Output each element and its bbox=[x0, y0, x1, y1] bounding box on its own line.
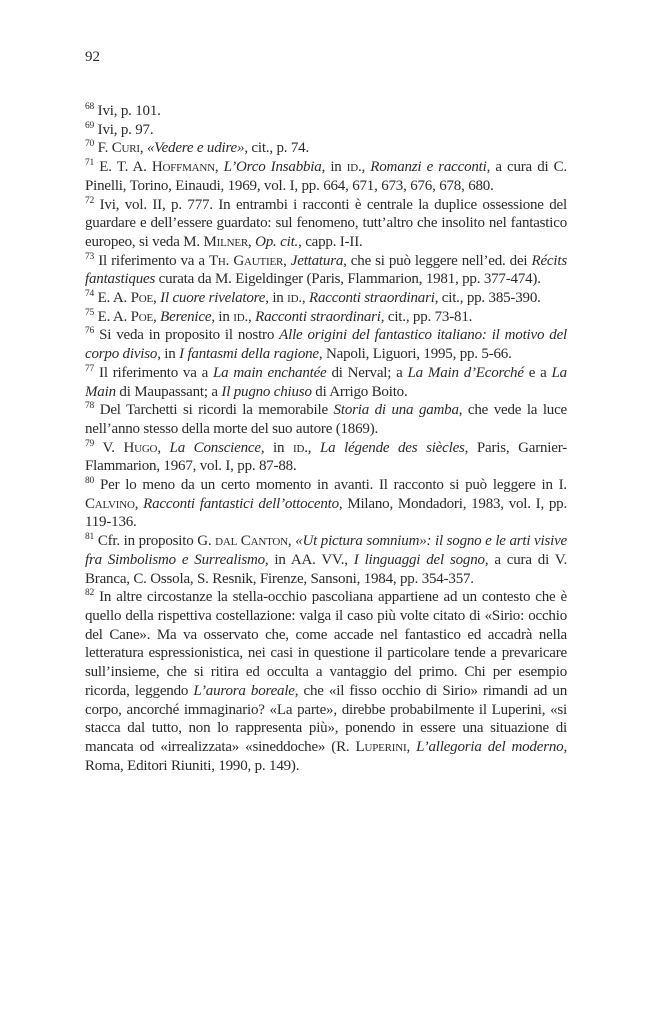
footnote-text-segment: E. T. A. bbox=[99, 159, 152, 176]
footnote-text-segment: Ivi, p. 101. bbox=[97, 103, 161, 119]
footnote-75 bbox=[85, 308, 567, 327]
footnote-text-segment: , bbox=[248, 233, 256, 250]
footnote-text-segment: , Paris, Garnier-Flammarion, 1967, vol. I, pp. 87-88. bbox=[85, 439, 568, 475]
footnote-text-segment: , bbox=[283, 252, 291, 269]
footnote-text-segment: In altre circostanze la stella-occhio pascoliana appartiene ad un contesto che è quello della rispettiva costellazione: valga il caso più volte citato di «Sirio: occhio del Cane». Ma va osservato che, come accade nel fantastico ed accadrà nella letteratura espressionistica, nei casi in questione il particolare tende a prevaricare sull’insieme, che si ritira ed occulta a vantaggio del primo. Chi per esempio ricorda, leggendo bbox=[85, 589, 567, 699]
footnote-text-segment: ., bbox=[298, 290, 310, 307]
footnote-number: 81 bbox=[85, 532, 95, 543]
footnote-text-segment: La Main d’Ecorché bbox=[407, 364, 524, 381]
footnote-text-segment: di Arrigo Boito. bbox=[311, 383, 408, 400]
footnote-text-segment: Alle origini del fantastico italiano: il motivo del corpo diviso bbox=[85, 327, 567, 363]
footnote-text-segment: , bbox=[153, 290, 161, 307]
footnote-text-segment: , in bbox=[260, 439, 293, 456]
footnote-text-segment: , che si può leggere nell’ed. dei bbox=[343, 252, 532, 269]
footnote-text-segment: Hoffmann bbox=[151, 159, 215, 176]
footnote-text-segment: , Roma, Editori Riuniti, 1990, p. 149). bbox=[85, 738, 567, 774]
footnote-77 bbox=[85, 364, 567, 401]
footnote-text-segment: La main enchantée bbox=[213, 364, 327, 381]
footnote-text-segment: F. bbox=[97, 140, 112, 157]
footnote-text-segment: I fantasmi della ragione bbox=[179, 346, 319, 363]
footnote-text-segment: , a cura di V. Branca, C. Ossola, S. Resnik, Firenze, Sansoni, 1984, pp. 354-357. bbox=[85, 551, 567, 587]
footnote-text-segment: , capp. I-II. bbox=[298, 233, 363, 250]
footnote-text-segment: id bbox=[346, 159, 358, 176]
footnote-text-segment: Ivi, p. 97. bbox=[97, 121, 154, 138]
footnote-78 bbox=[85, 401, 567, 438]
footnote-text-segment: Curi bbox=[111, 140, 140, 157]
footnote-number: 74 bbox=[85, 289, 95, 300]
footnote-number: 76 bbox=[85, 326, 95, 337]
footnote-number: 82 bbox=[85, 588, 95, 599]
footnote-text-segment: I linguaggi del sogno bbox=[353, 551, 485, 568]
footnote-text-segment: , Milano, Mondadori, 1983, vol. I, pp. 119-136. bbox=[85, 495, 567, 531]
footnote-text-segment: ., bbox=[304, 439, 320, 456]
footnote-text-segment: Op. cit. bbox=[255, 233, 299, 250]
footnote-text-segment: ., bbox=[244, 308, 256, 325]
footnote-number: 77 bbox=[85, 363, 95, 374]
footnote-text-segment: Si veda in proposito il nostro bbox=[99, 327, 280, 344]
footnote-text-segment: Milner bbox=[203, 233, 248, 250]
footnote-71 bbox=[85, 158, 567, 195]
footnote-text-segment: «Ut pictura somnium»: il sogno e le arti visive fra Simbolismo e Surrealismo bbox=[85, 533, 567, 568]
footnote-81 bbox=[85, 532, 567, 588]
footnote-text-segment: Berenice bbox=[160, 308, 212, 325]
footnote-text-segment: id bbox=[292, 439, 305, 456]
footnote-text-segment: , bbox=[153, 308, 161, 325]
footnote-text-segment: La Main bbox=[85, 364, 567, 400]
footnote-text-segment: , in bbox=[321, 159, 347, 176]
footnote-text-segment: e a bbox=[523, 364, 552, 381]
footnote-73 bbox=[85, 252, 567, 289]
footnote-text-segment: , bbox=[139, 140, 147, 157]
footnote-text-segment: Racconti straordinari bbox=[309, 290, 435, 307]
footnote-text-segment: , bbox=[406, 738, 417, 755]
footnote-text-segment: , Napoli, Liguori, 1995, pp. 5-66. bbox=[318, 346, 512, 363]
footnote-text-segment: , in bbox=[211, 308, 234, 325]
footnotes-section bbox=[85, 102, 567, 775]
footnote-text-segment: Luperini bbox=[355, 738, 407, 755]
footnote-text-segment: L’allegoria del moderno bbox=[416, 738, 564, 755]
footnote-text-segment: E. A. bbox=[97, 290, 131, 307]
footnote-80 bbox=[85, 476, 567, 532]
footnote-69 bbox=[85, 121, 567, 140]
footnote-text-segment: Il riferimento va a bbox=[98, 252, 209, 269]
footnote-text-segment: dal Canton bbox=[215, 533, 288, 550]
footnote-text-segment: Ivi, vol. II, p. 777. In entrambi i racconti è centrale la duplice ossessione del guardare e dell’essere guardato: sul fenomeno, tutt’altro che insolito nel fantastico europeo, si veda M. bbox=[85, 196, 567, 250]
footnote-text-segment: , a cura di C. Pinelli, Torino, Einaudi, 1969, vol. I, pp. 664, 671, 673, 676, 678, 680. bbox=[85, 159, 568, 194]
footnote-number: 73 bbox=[85, 251, 95, 262]
footnote-text-segment: , in bbox=[265, 290, 288, 307]
footnote-text-segment: curata da M. Eigeldinger (Paris, Flammarion, 1981, pp. 377-474). bbox=[155, 271, 541, 288]
footnote-text-segment: «Vedere e udire» bbox=[146, 140, 245, 157]
footnote-text-segment: , cit., pp. 385-390. bbox=[434, 290, 541, 307]
footnote-text-segment: , cit., p. 74. bbox=[244, 140, 310, 157]
footnote-text-segment: Cfr. in proposito G. bbox=[97, 533, 216, 550]
footnote-text-segment: di Maupassant; a bbox=[115, 383, 222, 400]
footnote-number: 79 bbox=[85, 438, 95, 449]
footnote-text-segment: , bbox=[287, 533, 296, 550]
footnote-text-segment: Racconti straordinari bbox=[255, 308, 381, 325]
footnote-number: 69 bbox=[85, 120, 95, 131]
footnote-text-segment: Il cuore rivelatore bbox=[160, 290, 266, 307]
footnote-text-segment: E. A. bbox=[97, 308, 131, 325]
footnote-text-segment: di Nerval; a bbox=[326, 364, 408, 381]
footnote-text-segment: Del Tarchetti si ricordi la memorabile bbox=[99, 402, 334, 419]
footnote-text-segment: Th. Gautier bbox=[208, 252, 284, 269]
footnote-70 bbox=[85, 139, 567, 158]
footnote-text-segment: Romanzi e racconti bbox=[370, 159, 487, 176]
footnote-text-segment: Poe bbox=[130, 290, 154, 307]
footnote-text-segment: id bbox=[287, 290, 299, 307]
footnote-79 bbox=[85, 439, 567, 476]
footnote-text-segment: , cit., pp. 73-81. bbox=[380, 308, 473, 325]
footnote-text-segment: V. bbox=[102, 439, 124, 456]
footnote-text-segment: Calvino bbox=[85, 495, 135, 512]
footnote-text-segment: , che «il fisso occhio di Sirio» rimandi ad un corpo, ancorché immaginario? «La parte», direbbe probabilmente il Luperini, «si stacca dal tutto, non lo rappresenta più», ponendo in essere una situazione di mancata od «irrealizzata» «sineddoche» (R. bbox=[85, 682, 567, 755]
footnote-text-segment: L’aurora boreale bbox=[193, 682, 295, 699]
footnote-text-segment: La Conscience bbox=[169, 439, 261, 456]
footnote-text-segment: Poe bbox=[130, 308, 154, 325]
footnote-text-segment: ., bbox=[358, 159, 371, 176]
page-number: 92 bbox=[85, 49, 100, 65]
footnote-text-segment: Storia di una gamba bbox=[333, 402, 459, 419]
footnote-number: 70 bbox=[85, 139, 95, 150]
footnote-text-segment: Récits fantastiques bbox=[85, 252, 567, 288]
footnote-text-segment: Per lo meno da un certo momento in avanti. Il racconto si può leggere in I. bbox=[100, 477, 567, 494]
footnote-number: 78 bbox=[85, 401, 95, 412]
footnote-number: 72 bbox=[85, 195, 95, 206]
footnote-text-segment: La légende des siècles bbox=[319, 439, 465, 456]
footnote-text-segment: Jettatura bbox=[290, 252, 344, 269]
footnote-text-segment: , bbox=[134, 495, 144, 512]
footnote-number: 68 bbox=[85, 102, 95, 112]
footnote-number: 80 bbox=[85, 476, 95, 487]
footnote-text-segment: , bbox=[214, 159, 224, 176]
footnote-number: 71 bbox=[85, 158, 95, 169]
footnote-text-segment: L’Orco Insabbia bbox=[223, 159, 322, 176]
footnote-72 bbox=[85, 196, 567, 252]
footnote-text-segment: Hugo bbox=[123, 439, 158, 456]
footnote-76 bbox=[85, 326, 567, 363]
footnote-68 bbox=[85, 102, 567, 121]
footnote-number: 75 bbox=[85, 307, 95, 318]
footnote-text-segment: Racconti fantastici dell’ottocento bbox=[143, 495, 339, 512]
footnote-text-segment: , in AA. VV., bbox=[264, 551, 354, 568]
footnote-text-segment: Il riferimento va a bbox=[99, 364, 214, 381]
footnote-82 bbox=[85, 588, 567, 775]
footnote-74 bbox=[85, 289, 567, 308]
footnote-text-segment: , bbox=[157, 439, 170, 456]
footnote-text-segment: , che vede la luce nell’anno stesso della morte del suo autore (1869). bbox=[85, 402, 568, 437]
footnote-text-segment: Il pugno chiuso bbox=[221, 383, 312, 400]
footnote-text-segment: , in bbox=[157, 346, 180, 363]
footnote-text-segment: id bbox=[233, 308, 245, 325]
